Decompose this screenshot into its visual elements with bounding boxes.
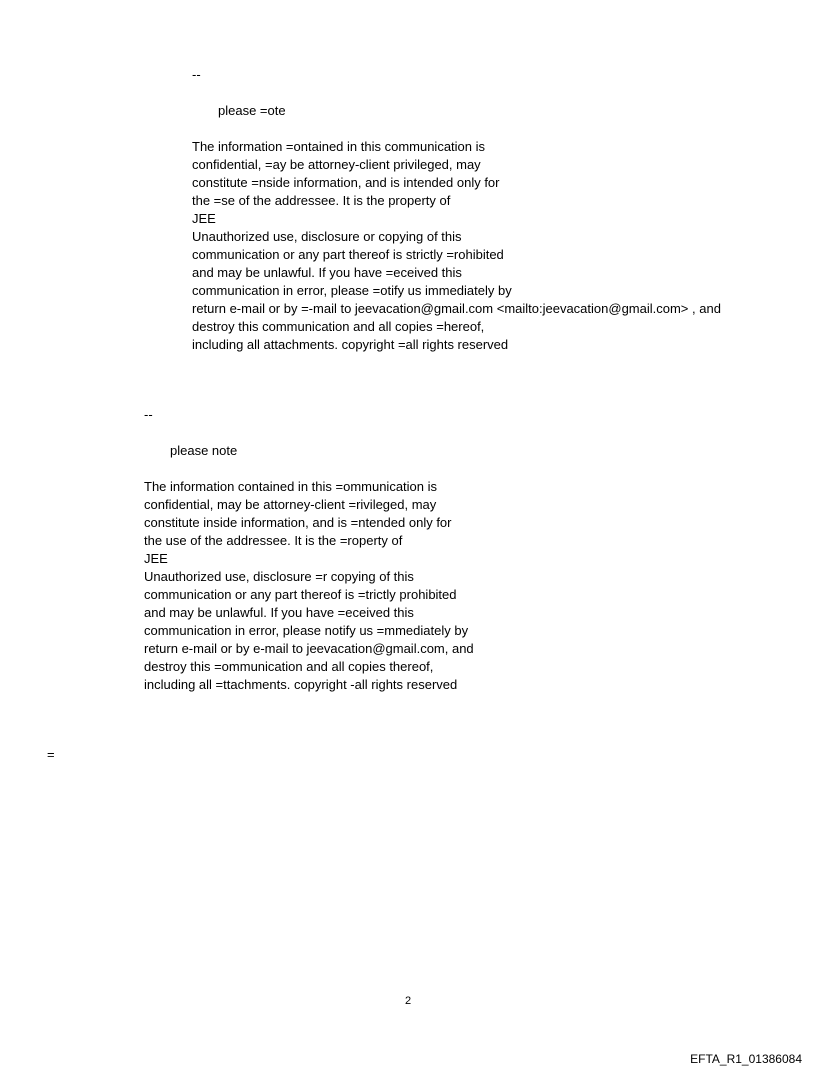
disclaimer-line: constitute inside information, and is =ntended only for bbox=[144, 515, 452, 530]
disclaimer-heading: please note bbox=[170, 443, 238, 458]
spacer bbox=[192, 120, 721, 138]
disclaimer-line: JEE bbox=[192, 211, 216, 226]
disclaimer-line: Unauthorized use, disclosure =r copying of this bbox=[144, 569, 414, 584]
trailing-equals-sign: = bbox=[47, 747, 55, 762]
spacer bbox=[144, 424, 474, 442]
disclaimer-line: and may be unlawful. If you have =eceived this bbox=[144, 605, 414, 620]
spacer bbox=[192, 84, 721, 102]
spacer bbox=[144, 460, 474, 478]
disclaimer-line: the =se of the addressee. It is the property of bbox=[192, 193, 451, 208]
disclaimer-line: communication in error, please =otify us immediately by bbox=[192, 283, 512, 298]
disclaimer-line: including all attachments. copyright =all rights reserved bbox=[192, 337, 509, 352]
disclaimer-line: communication or any part thereof is =trictly prohibited bbox=[144, 587, 457, 602]
disclaimer-line-with-email: return e-mail or by =-mail to jeevacation@gmail.com <mailto:jeevacation@gmail.com> , and bbox=[192, 301, 721, 316]
disclaimer-line: destroy this communication and all copies =hereof, bbox=[192, 319, 485, 334]
separator: -- bbox=[192, 67, 201, 82]
disclaimer-block-1 bbox=[192, 66, 721, 354]
disclaimer-line: constitute =nside information, and is intended only for bbox=[192, 175, 500, 190]
disclaimer-line: JEE bbox=[144, 551, 168, 566]
disclaimer-heading: please =ote bbox=[218, 103, 286, 118]
disclaimer-line-with-email: return e-mail or by e-mail to jeevacation@gmail.com, and bbox=[144, 641, 474, 656]
bates-number: EFTA_R1_01386084 bbox=[690, 1052, 802, 1066]
separator: -- bbox=[144, 407, 153, 422]
disclaimer-line: including all =ttachments. copyright -all rights reserved bbox=[144, 677, 458, 692]
disclaimer-line: The information =ontained in this communication is bbox=[192, 139, 486, 154]
disclaimer-line: communication in error, please notify us =mmediately by bbox=[144, 623, 469, 638]
disclaimer-line: and may be unlawful. If you have =eceived this bbox=[192, 265, 462, 280]
disclaimer-block-2 bbox=[144, 406, 474, 694]
disclaimer-line: destroy this =ommunication and all copies thereof, bbox=[144, 659, 434, 674]
disclaimer-line: confidential, =ay be attorney-client privileged, may bbox=[192, 157, 481, 172]
disclaimer-line: confidential, may be attorney-client =rivileged, may bbox=[144, 497, 437, 512]
page-number: 2 bbox=[404, 995, 412, 1007]
disclaimer-line: The information contained in this =ommunication is bbox=[144, 479, 438, 494]
disclaimer-line: the use of the addressee. It is the =roperty of bbox=[144, 533, 403, 548]
disclaimer-line: communication or any part thereof is strictly =rohibited bbox=[192, 247, 504, 262]
disclaimer-line: Unauthorized use, disclosure or copying of this bbox=[192, 229, 462, 244]
